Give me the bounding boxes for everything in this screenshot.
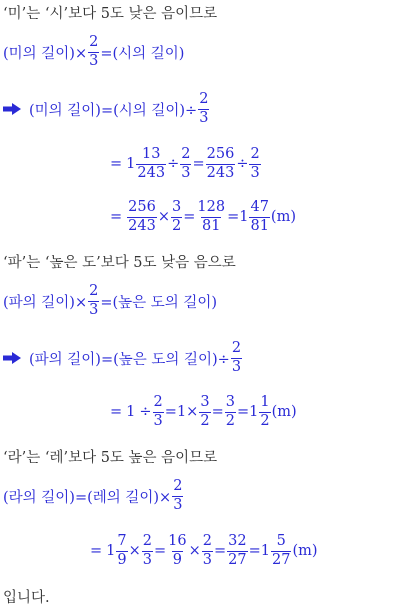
step3-formula: (라의 길이)=(레의 길이)× $\frac{2}{3}$ [3,478,183,513]
fraction: $\frac{3}{2}$ [172,199,182,234]
heading-text: ‘라’는 ‘레’보다 5도 높은 음이므로 [3,450,218,466]
right-arrow-icon [3,352,21,364]
fraction: $\frac{2}{3}$ [199,91,209,126]
fraction: $\frac{16}{9}$ [168,533,187,568]
fraction: $\frac{256}{243}$ [128,199,156,234]
heading-text: ‘파’는 ‘높은 도’보다 5도 낮음 음으로 [3,255,236,271]
fraction: $\frac{7}{9}$ [117,533,127,568]
fraction: $\frac{2}{3}$ [173,478,183,513]
step3-heading [3,446,400,467]
fraction: $\frac{2}{3}$ [153,394,163,429]
step2-heading [3,251,400,272]
fraction: $\frac{5}{27}$ [272,533,291,568]
fraction: $\frac{2}{3}$ [181,146,191,181]
fraction: $\frac{3}{2}$ [225,394,235,429]
fraction: $\frac{13}{243}$ [137,146,166,181]
fraction: $\frac{1}{2}$ [260,394,270,429]
closing-text: 입니다. [3,590,50,606]
fraction: $\frac{2}{3}$ [89,34,99,69]
fraction: $\frac{2}{3}$ [89,283,99,318]
right-arrow-icon [3,103,21,115]
heading-text: ‘미’는 ‘시’보다 5도 낮은 음이므로 [3,6,218,22]
step1-calc2: = $\frac{256}{243}$ × $\frac{3}{2}$ = $\frac{128}{81}$ = 1 $\frac{47}{81}$ (m) [110,199,296,234]
fraction: $\frac{32}{27}$ [228,533,247,568]
step2-formula: (파의 길이)× $\frac{2}{3}$ =(높은 도의 길이) [3,283,218,318]
fraction: $\frac{47}{81}$ [250,199,269,234]
step2-derived: (파의 길이)=(높은 도의 길이)÷ $\frac{2}{3}$ [3,336,400,380]
step1-calc1: = 1 $\frac{13}{243}$ ÷ $\frac{2}{3}$ = $\frac{256}{243}$ ÷ $\frac{2}{3}$ [110,146,260,181]
fraction: $\frac{2}{3}$ [202,533,213,568]
fraction: $\frac{2}{3}$ [142,533,153,568]
step1-derived: (미의 길이)=(시의 길이)÷ $\frac{2}{3}$ [3,87,400,131]
step1-heading [3,2,400,23]
fraction: $\frac{128}{81}$ [197,199,226,234]
step1-formula: (미의 길이)× $\frac{2}{3}$ =(시의 길이) [3,34,185,69]
step2-calc: = 1 ÷ $\frac{2}{3}$ = 1 × $\frac{3}{2}$ = $\frac{3}{2}$ = 1 $\frac{1}{2}$ (m) [110,394,297,429]
fraction: $\frac{2}{3}$ [250,146,260,181]
fraction: $\frac{256}{243}$ [206,146,235,181]
step3-calc: = 1 $\frac{7}{9}$ × $\frac{2}{3}$ = $\frac{16}{9}$ × $\frac{2}{3}$ = $\frac{32}{27}$ = 1 $\frac{5}{27}$ (m) [90,533,318,568]
fraction: $\frac{3}{2}$ [200,394,210,429]
fraction: $\frac{2}{3}$ [231,340,242,375]
